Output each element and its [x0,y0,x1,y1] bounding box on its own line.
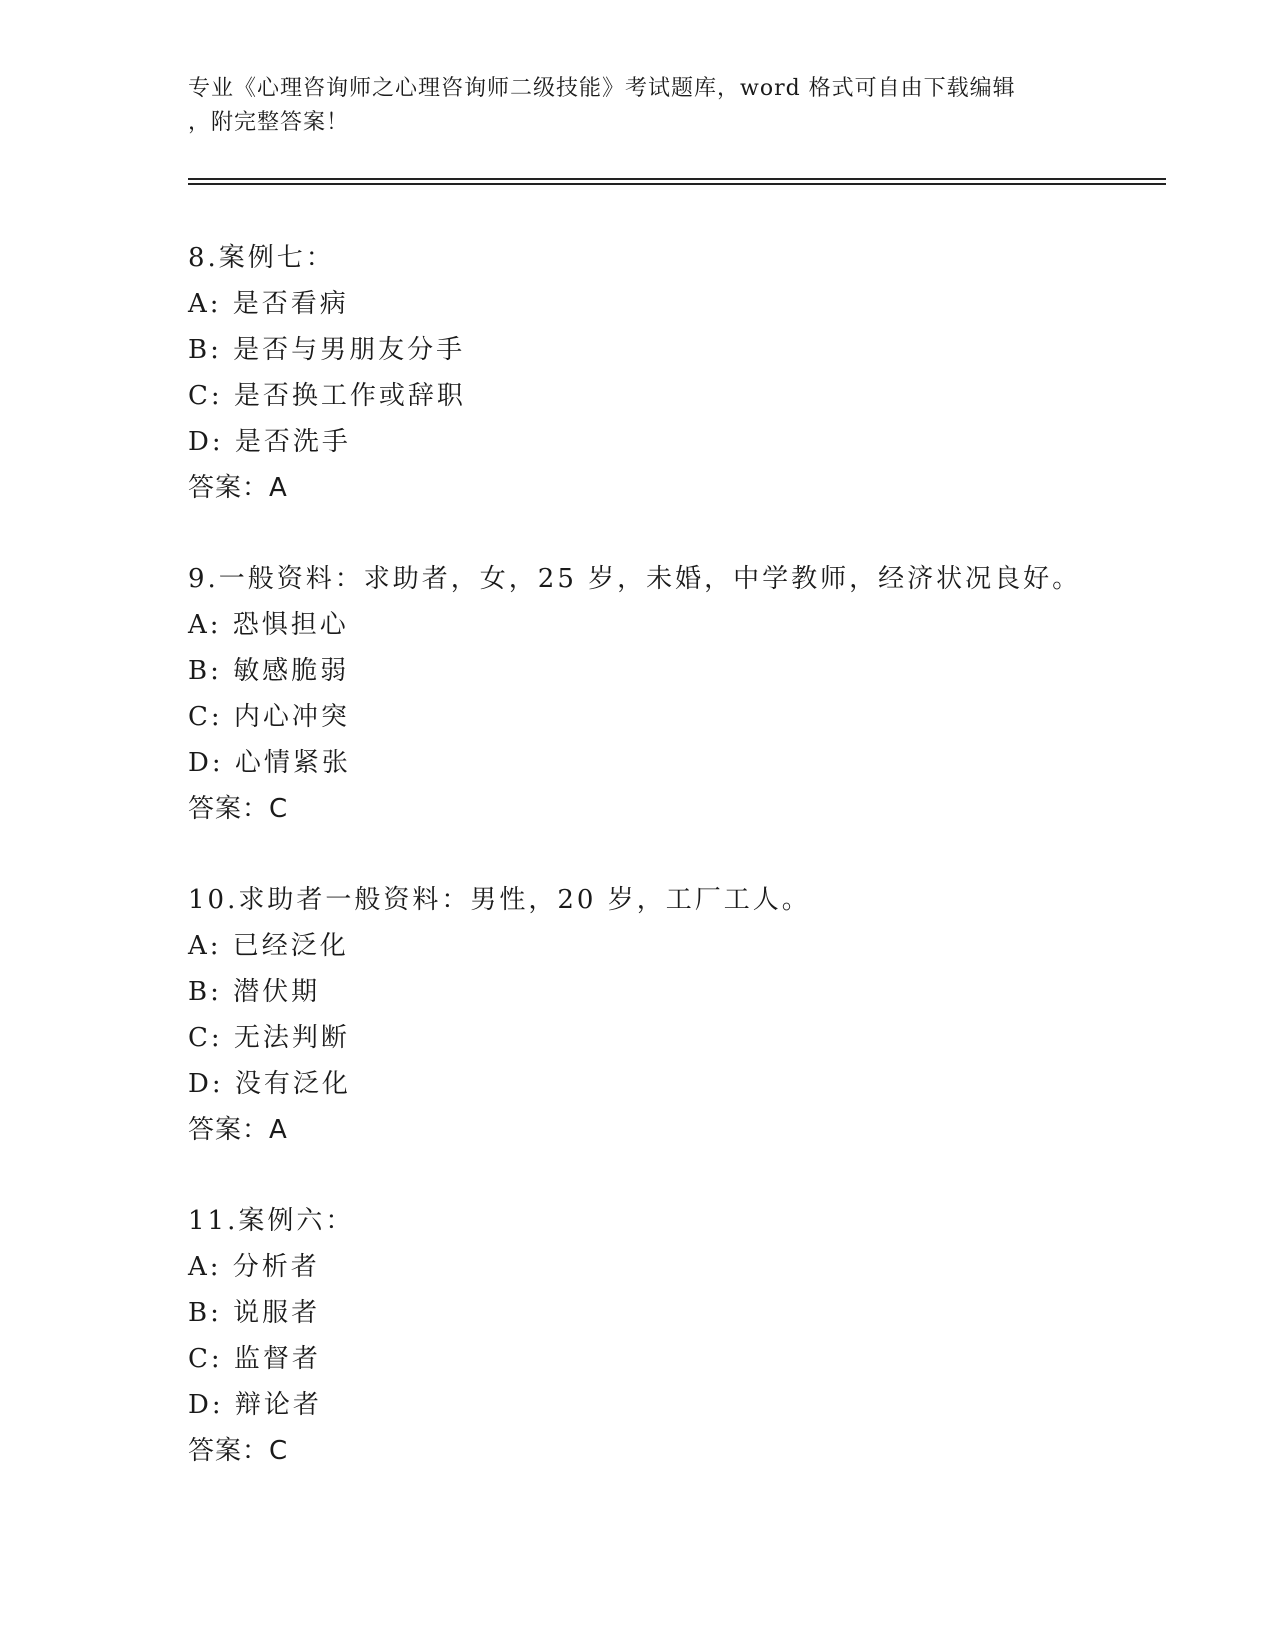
option-a: A: 恐惧担心 [188,610,349,640]
answer: 答案：C [188,794,289,824]
option-a: A: 是否看病 [188,289,349,319]
option-a: A: 分析者 [188,1252,320,1282]
header-line-1: 专业《心理咨询师之心理咨询师二级技能》考试题库，word 格式可自由下载编辑 [188,76,1016,101]
question-stem: 9.一般资料：求助者，女，25 岁，未婚，中学教师，经济状况良好。 [188,564,1082,594]
option-a: A: 已经泛化 [188,931,349,961]
option-c: C: 内心冲突 [188,702,350,732]
option-c: C: 监督者 [188,1344,321,1374]
option-b: B: 说服者 [188,1298,321,1328]
header-divider-top [188,178,1166,180]
option-d: D: 没有泛化 [188,1069,351,1099]
answer: 答案：C [188,1436,289,1466]
option-c: C: 无法判断 [188,1023,350,1053]
option-d: D: 是否洗手 [188,427,351,457]
header-line-2: ，附完整答案！ [188,110,350,135]
question-stem: 10.求助者一般资料：男性，20 岁，工厂工人。 [188,885,811,915]
answer: 答案：A [188,473,288,503]
question-10 [188,877,1188,1153]
option-b: B: 敏感脆弱 [188,656,350,686]
option-d: D: 心情紧张 [188,748,351,778]
answer: 答案：A [188,1115,288,1145]
option-b: B: 潜伏期 [188,977,321,1007]
question-11 [188,1198,1188,1474]
option-d: D: 辩论者 [188,1390,322,1420]
question-9 [188,556,1188,832]
header-divider-bottom [188,183,1166,185]
option-b: B: 是否与男朋友分手 [188,335,466,365]
question-stem: 11.案例六： [188,1206,355,1236]
question-stem: 8.案例七： [188,243,335,273]
question-8 [188,235,1188,511]
document-header [188,72,1088,140]
option-c: C: 是否换工作或辞职 [188,381,466,411]
